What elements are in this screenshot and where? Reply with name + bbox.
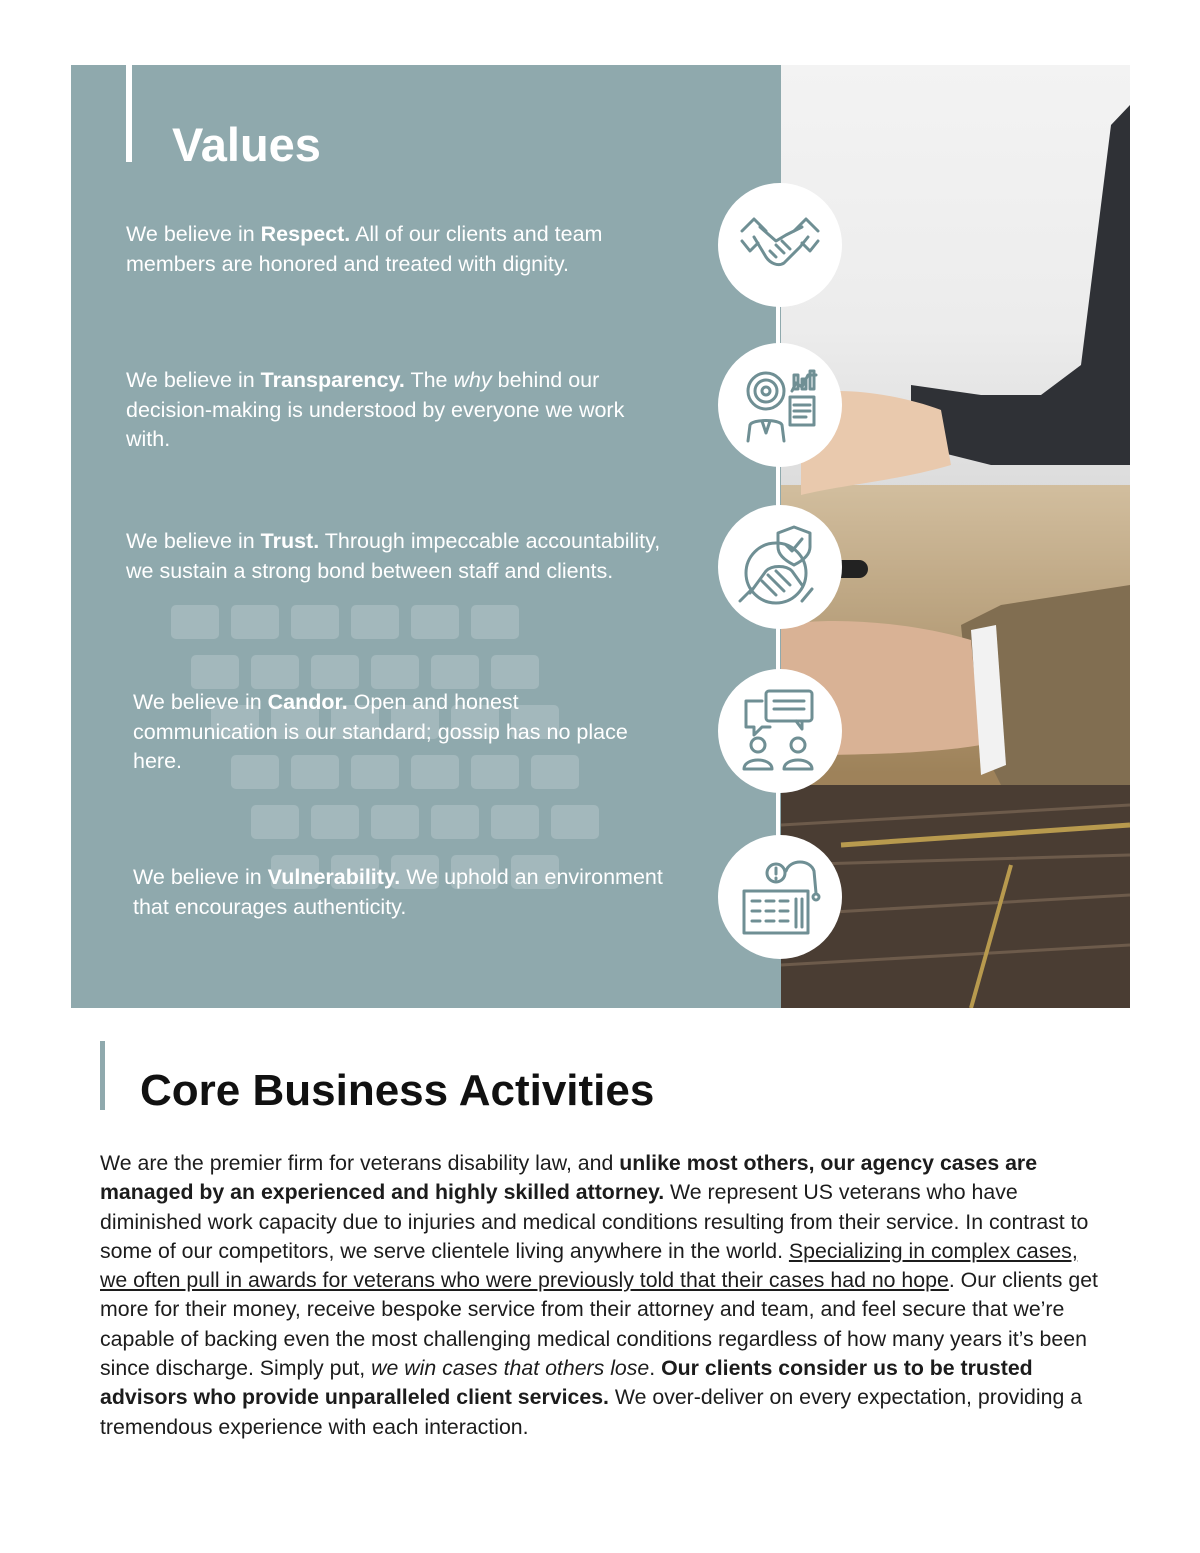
values-background bbox=[71, 65, 781, 1008]
core-activities-body: We are the premier firm for veterans disability law, and unlike most others, our agency cases are managed by an experienced and highly skilled attorney. We represent US veterans who have diminished work capacity due to injuries and medical conditions resulting from their service. In contrast to some of our competitors, we serve clientele living anywhere in the world. Specializing in complex cases, we often pull in awards for veterans who were previously told that their cases had no hope. Our clients get more for their money, receive bespoke service from their attorney and team, and feel secure that we’re capable of backing even the most challenging medical conditions regardless of how many years it’s been since discharge. Simply put, we win cases that others lose. Our clients consider us to be trusted advisors who provide unparalleled client services. We over-deliver on every expectation, providing a tremendous experience with each interaction. bbox=[100, 1151, 1098, 1439]
handshake-icon-badge bbox=[718, 183, 842, 307]
keyboard-backdrop bbox=[171, 605, 691, 1005]
values-panel bbox=[71, 65, 1130, 1008]
shield-handshake-icon-badge bbox=[718, 505, 842, 629]
alert-panel-icon-badge bbox=[718, 835, 842, 959]
values-title: Values bbox=[172, 118, 321, 171]
alert-panel-icon bbox=[736, 853, 824, 941]
value-transparency: We believe in Transparency. The why behind our decision-making is understood by everyone we work with. bbox=[126, 368, 625, 451]
core-title-accent-bar bbox=[100, 1041, 105, 1110]
shield-handshake-icon bbox=[736, 523, 824, 611]
target-person-icon bbox=[736, 361, 824, 449]
value-vulnerability: We believe in Vulnerability. We uphold an environment that encourages authenticity. bbox=[133, 865, 663, 919]
value-respect: We believe in Respect. All of our clients and team members are honored and treated with dignity. bbox=[126, 222, 603, 276]
core-activities-title: Core Business Activities bbox=[140, 1066, 655, 1115]
handshake-icon bbox=[736, 201, 824, 289]
chat-people-icon-badge bbox=[718, 669, 842, 793]
value-trust: We believe in Trust. Through impeccable accountability, we sustain a strong bond between staff and clients. bbox=[126, 529, 661, 583]
values-title-accent-bar bbox=[126, 65, 132, 162]
target-person-icon-badge bbox=[718, 343, 842, 467]
chat-people-icon bbox=[736, 687, 824, 775]
value-candor: We believe in Candor. Open and honest communication is our standard; gossip has no place here. bbox=[133, 690, 628, 773]
